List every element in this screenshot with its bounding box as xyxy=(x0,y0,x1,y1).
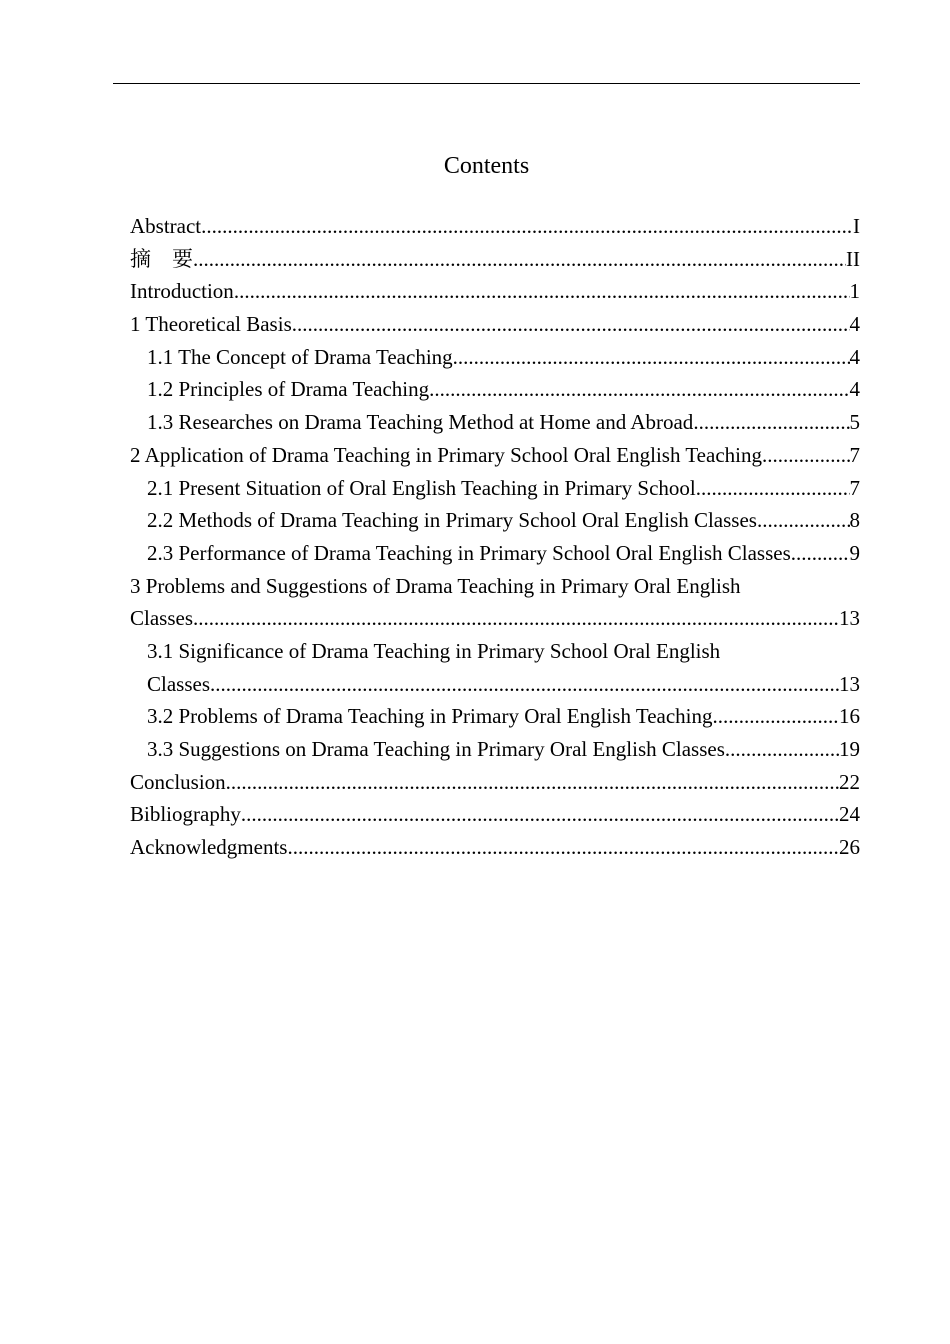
dot-leader xyxy=(241,798,839,831)
dot-leader xyxy=(193,243,846,276)
dot-leader xyxy=(713,700,840,733)
toc-entry-label: Acknowledgments xyxy=(130,835,288,860)
toc-entry-section-3-1-line1[interactable]: 3.1 Significance of Drama Teaching in Primary School Oral English xyxy=(147,638,721,663)
dot-leader xyxy=(453,341,850,374)
toc-entry-page: 4 xyxy=(849,377,860,402)
toc-entry-label: 2.3 Performance of Drama Teaching in Primary School Oral English Classes. xyxy=(147,540,796,565)
dot-leader xyxy=(287,831,839,864)
toc-entry-acknowledgments[interactable] xyxy=(130,831,860,864)
toc-entry-page: 22 xyxy=(839,769,860,794)
toc-entry-section-3-1[interactable] xyxy=(130,668,860,701)
toc-entry-introduction[interactable] xyxy=(130,275,860,308)
dot-leader xyxy=(725,733,839,766)
toc-entry-label: 摘 要 xyxy=(130,246,193,271)
toc-entry-bibliography[interactable] xyxy=(130,798,860,831)
dot-leader xyxy=(226,766,839,799)
dot-leader xyxy=(234,275,850,308)
toc-entry-label: Classes xyxy=(130,606,193,631)
toc-entry-section-3-3[interactable] xyxy=(130,733,860,766)
toc-entry-label: 1 Theoretical Basis xyxy=(130,312,292,337)
dot-leader xyxy=(292,308,850,341)
toc-entry-label: 1.2 Principles of Drama Teaching xyxy=(147,377,430,402)
toc-entry-label: Abstract xyxy=(130,214,202,238)
toc-entry-page: 4 xyxy=(849,312,860,337)
toc-entry-label: 1.1 The Concept of Drama Teaching xyxy=(147,344,453,369)
table-of-contents xyxy=(130,210,860,864)
toc-entry-label: Bibliography xyxy=(130,802,241,827)
dot-leader xyxy=(210,668,839,701)
toc-entry-label: 1.3 Researches on Drama Teaching Method at Home and Abroad xyxy=(147,410,694,435)
dot-leader xyxy=(429,373,849,406)
toc-entry-label: Conclusion xyxy=(130,769,226,794)
dot-leader xyxy=(762,439,850,472)
toc-entry-page: 7 xyxy=(849,475,860,500)
dot-leader xyxy=(193,602,839,635)
toc-entry-page: 5 xyxy=(849,410,860,435)
toc-entry-section-1-3[interactable] xyxy=(130,406,860,439)
toc-entry-page: 24 xyxy=(839,802,860,827)
toc-entry-page: 9 xyxy=(849,540,860,565)
toc-entry-section-2-1[interactable] xyxy=(130,472,860,505)
toc-entry-page: 8 xyxy=(849,508,860,533)
toc-entry-page: 4 xyxy=(849,344,860,369)
toc-entry-page: I xyxy=(853,214,860,238)
toc-entry-page: 26 xyxy=(839,835,860,860)
toc-entry-page: II xyxy=(846,246,860,271)
toc-entry-chapter-3-line1[interactable]: 3 Problems and Suggestions of Drama Teaching in Primary Oral English xyxy=(130,573,741,598)
toc-entry-label: 3.2 Problems of Drama Teaching in Primary Oral English Teaching xyxy=(147,704,713,729)
toc-entry-label: 3.3 Suggestions on Drama Teaching in Primary Oral English Classes xyxy=(147,737,725,761)
toc-entry-section-3-2[interactable] xyxy=(130,700,860,733)
toc-entry-page: 7 xyxy=(849,442,860,467)
toc-entry-label: 2.1 Present Situation of Oral English Teaching in Primary School xyxy=(147,475,696,500)
toc-entry-section-2-3[interactable] xyxy=(130,537,860,570)
toc-entry-label: Introduction xyxy=(130,279,234,304)
dot-leader xyxy=(693,406,849,439)
page-title: Contents xyxy=(443,153,530,179)
toc-entry-conclusion[interactable] xyxy=(130,766,860,799)
toc-entry-page: 16 xyxy=(839,704,860,729)
toc-entry-page: 19 xyxy=(839,737,860,761)
toc-entry-chapter-2[interactable] xyxy=(130,439,860,472)
toc-entry-abstract[interactable] xyxy=(130,210,860,243)
toc-entry-chapter-1[interactable] xyxy=(130,308,860,341)
toc-entry-label: 2.2 Methods of Drama Teaching in Primary School Oral English Classes xyxy=(147,508,757,533)
toc-entry-section-2-2[interactable] xyxy=(130,504,860,537)
toc-entry-section-1-1[interactable] xyxy=(130,341,860,374)
dot-leader xyxy=(757,504,850,537)
header-rule xyxy=(113,83,860,84)
dot-leader xyxy=(201,210,853,243)
toc-entry-label: Classes xyxy=(147,671,210,696)
toc-entry-chapter-3[interactable] xyxy=(130,602,860,635)
dot-leader xyxy=(696,472,850,505)
toc-entry-page: 13 xyxy=(839,671,860,696)
toc-entry-label: 2 Application of Drama Teaching in Primary School Oral English Teaching xyxy=(130,442,762,467)
toc-entry-section-1-2[interactable] xyxy=(130,373,860,406)
toc-entry-page: 13 xyxy=(839,606,860,631)
toc-entry-chinese-abstract[interactable] xyxy=(130,243,860,276)
toc-entry-page: 1 xyxy=(849,279,860,304)
dot-leader xyxy=(796,537,850,570)
